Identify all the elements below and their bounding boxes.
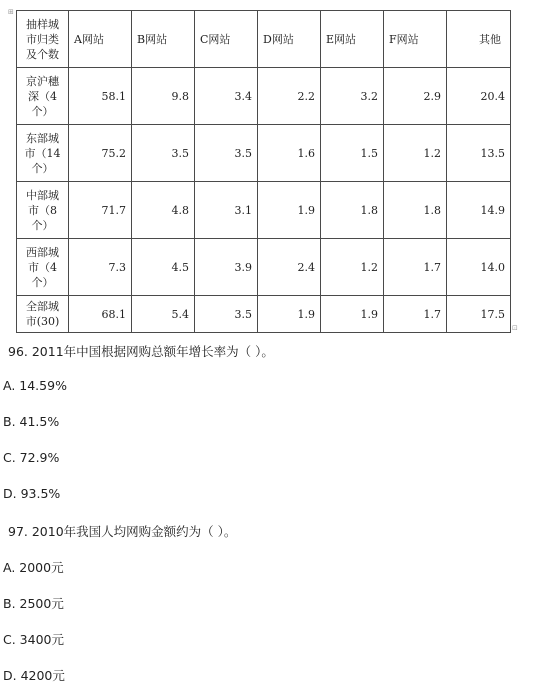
question-96-option-d: D. 93.5% <box>3 486 61 501</box>
table-cell: 1.7 <box>384 296 447 333</box>
table-cell: 1.2 <box>321 239 384 296</box>
question-97-option-c: C. 3400元 <box>3 632 64 647</box>
table-row <box>17 182 511 239</box>
table-end-mark: ⊡ <box>512 324 518 332</box>
table-cell: 3.2 <box>321 68 384 125</box>
header-cell-c: C网站 <box>195 11 258 68</box>
table-cell: 75.2 <box>69 125 132 182</box>
table-cell: 1.7 <box>384 239 447 296</box>
question-97-stem: 97. 2010年我国人均网购金额约为（ ）。 <box>8 524 237 539</box>
table-cell: 3.9 <box>195 239 258 296</box>
data-table <box>16 10 511 333</box>
row-label: 西部城市（4个） <box>17 239 69 296</box>
row-label: 中部城市（8个） <box>17 182 69 239</box>
table-cell: 3.5 <box>132 125 195 182</box>
table-cell: 13.5 <box>447 125 511 182</box>
table-cell: 3.1 <box>195 182 258 239</box>
table-cell: 1.5 <box>321 125 384 182</box>
table-cell: 7.3 <box>69 239 132 296</box>
table-cell: 4.8 <box>132 182 195 239</box>
table-cell: 3.5 <box>195 125 258 182</box>
table-row <box>17 125 511 182</box>
question-97-option-b: B. 2500元 <box>3 596 64 611</box>
table-cell: 14.9 <box>447 182 511 239</box>
table-row <box>17 68 511 125</box>
table-cell: 14.0 <box>447 239 511 296</box>
table-cell: 58.1 <box>69 68 132 125</box>
question-97-option-a: A. 2000元 <box>3 560 64 575</box>
header-cell-other: 其他 <box>447 11 511 68</box>
table-cell: 20.4 <box>447 68 511 125</box>
table-row <box>17 239 511 296</box>
header-cell-a: A网站 <box>69 11 132 68</box>
header-cell-d: D网站 <box>258 11 321 68</box>
header-cell-b: B网站 <box>132 11 195 68</box>
table-cell: 1.8 <box>384 182 447 239</box>
table-cell: 1.8 <box>321 182 384 239</box>
table-corner-mark: ⊞ <box>8 8 14 16</box>
row-label: 京沪穗深（4个） <box>17 68 69 125</box>
header-cell-category: 抽样城市归类及个数 <box>17 11 69 68</box>
row-label: 东部城市（14个） <box>17 125 69 182</box>
question-96-stem: 96. 2011年中国根据网购总额年增长率为（ ）。 <box>8 344 274 359</box>
header-cell-e: E网站 <box>321 11 384 68</box>
table-cell: 2.4 <box>258 239 321 296</box>
table-cell: 1.9 <box>258 296 321 333</box>
question-96-option-a: A. 14.59% <box>3 378 67 393</box>
table-cell: 1.2 <box>384 125 447 182</box>
table-cell: 17.5 <box>447 296 511 333</box>
table-cell: 3.4 <box>195 68 258 125</box>
table-cell: 1.6 <box>258 125 321 182</box>
table-row <box>17 296 511 333</box>
table-cell: 5.4 <box>132 296 195 333</box>
table-cell: 1.9 <box>258 182 321 239</box>
table-cell: 68.1 <box>69 296 132 333</box>
table-cell: 71.7 <box>69 182 132 239</box>
question-97-option-d: D. 4200元 <box>3 668 65 683</box>
table-cell: 2.9 <box>384 68 447 125</box>
header-cell-f: F网站 <box>384 11 447 68</box>
table-cell: 1.9 <box>321 296 384 333</box>
question-96-option-c: C. 72.9% <box>3 450 60 465</box>
table-cell: 2.2 <box>258 68 321 125</box>
table-cell: 3.5 <box>195 296 258 333</box>
question-96-option-b: B. 41.5% <box>3 414 60 429</box>
table-cell: 9.8 <box>132 68 195 125</box>
table-cell: 4.5 <box>132 239 195 296</box>
row-label: 全部城市(30) <box>17 296 69 333</box>
table-header-row <box>17 11 511 68</box>
